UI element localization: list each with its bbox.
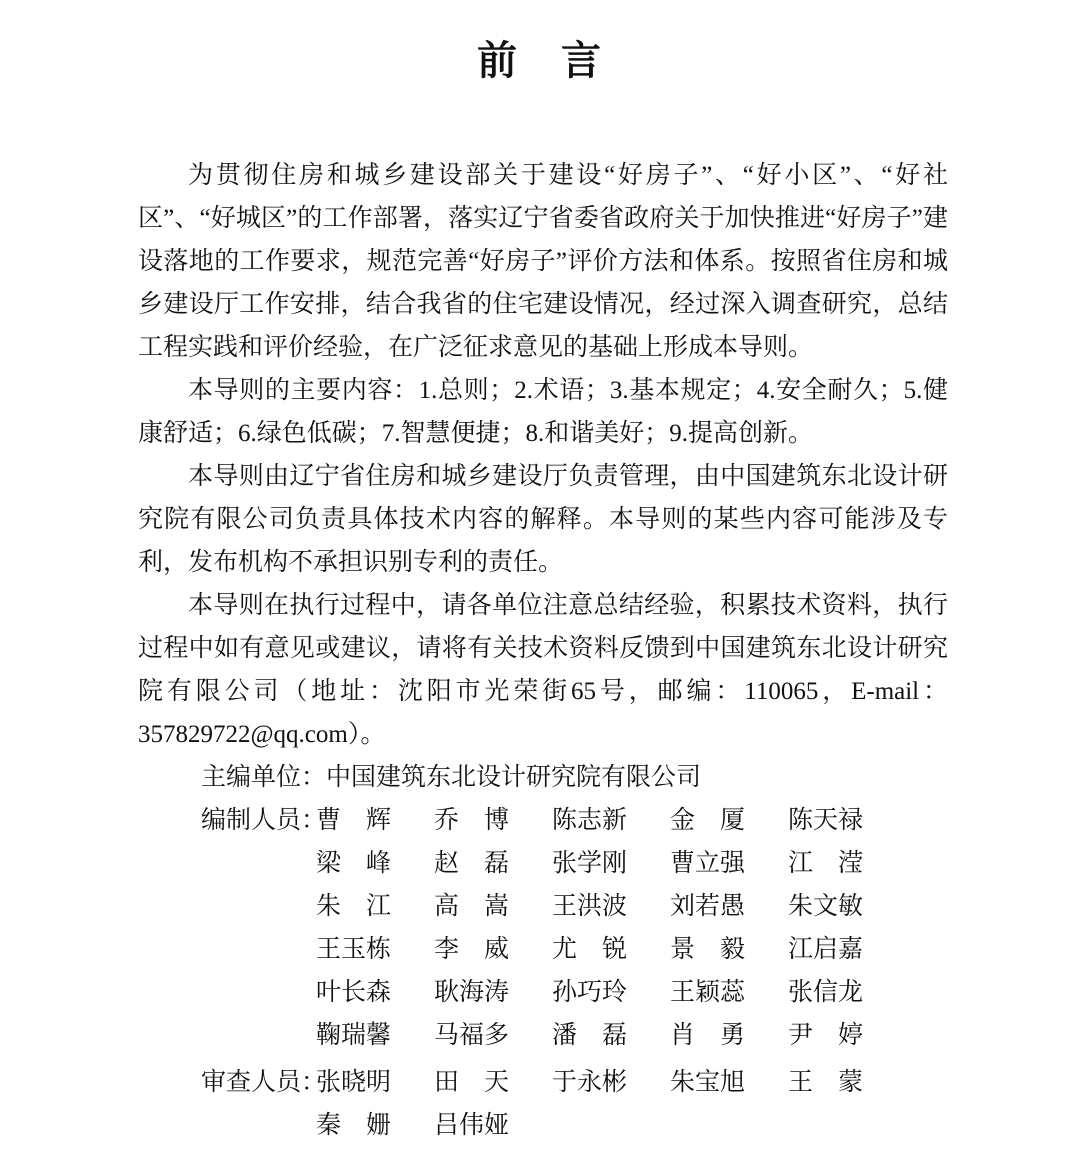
compilers-row	[201, 928, 948, 971]
reviewers-row	[201, 1061, 948, 1104]
compiler-name: 朱 江	[316, 893, 392, 920]
compilers-row	[201, 1014, 948, 1057]
compiler-name: 尤 锐	[552, 936, 628, 963]
compiler-name: 尹 婷	[788, 1022, 864, 1049]
compilers-row	[201, 885, 948, 928]
document-page	[0, 36, 1080, 1159]
paragraph-contents: 本导则的主要内容：1.总则；2.术语；3.基本规定；4.安全耐久；5.健康舒适；6.绿色低碳；7.智慧便捷；8.和谐美好；9.提高创新。	[138, 377, 948, 447]
compiler-name: 江启嘉	[788, 936, 864, 963]
compiler-name: 潘 磊	[552, 1022, 628, 1049]
reviewers-row	[201, 1104, 948, 1147]
reviewer-name: 田 天	[434, 1069, 510, 1096]
compiler-name: 孙巧玲	[552, 979, 628, 1006]
document-body	[138, 154, 948, 1147]
compiler-name: 陈志新	[552, 807, 628, 834]
compiler-name: 刘若愚	[670, 893, 746, 920]
compiler-name: 陈天禄	[788, 807, 864, 834]
compiler-name: 耿海涛	[434, 979, 510, 1006]
chief-editor-value: 中国建筑东北设计研究院有限公司	[326, 764, 702, 791]
reviewer-name: 朱宝旭	[670, 1069, 746, 1096]
compiler-name: 乔 博	[434, 807, 510, 834]
reviewers-label: 审查人员：	[201, 1069, 327, 1096]
compilers-row	[201, 842, 948, 885]
chief-editor-line	[201, 756, 948, 799]
compilers-section	[201, 799, 948, 1057]
paragraph-feedback: 本导则在执行过程中，请各单位注意总结经验，积累技术资料，执行过程中如有意见或建议，请将有关技术资料反馈到中国建筑东北设计研究院有限公司（地址：沈阳市光荣街65号，邮编：110065，E-mail：357829722@qq.com）。	[138, 592, 948, 748]
reviewer-name: 王 蒙	[788, 1069, 864, 1096]
chief-editor-label: 主编单位：	[201, 764, 327, 791]
compiler-name: 王颖蕊	[670, 979, 746, 1006]
compilers-label: 编制人员：	[201, 807, 327, 834]
compiler-name: 张学刚	[552, 850, 628, 877]
compiler-name: 赵 磊	[434, 850, 510, 877]
compiler-name: 王玉栋	[316, 936, 392, 963]
compilers-row	[201, 799, 948, 842]
compilers-row	[201, 971, 948, 1014]
page-title: 前 言	[477, 38, 603, 83]
paragraph-intro: 为贯彻住房和城乡建设部关于建设“好房子”、“好小区”、“好社区”、“好城区”的工作部署，落实辽宁省委省政府关于加快推进“好房子”建设落地的工作要求，规范完善“好房子”评价方法和体系。按照省住房和城乡建设厅工作安排，结合我省的住宅建设情况，经过深入调查研究，总结工程实践和评价经验，在广泛征求意见的基础上形成本导则。	[138, 162, 948, 361]
compiler-name: 李 威	[434, 936, 510, 963]
compiler-name: 王洪波	[552, 893, 628, 920]
compiler-name: 金 厦	[670, 807, 746, 834]
compiler-name: 朱文敏	[788, 893, 864, 920]
reviewer-name: 吕伟娅	[434, 1112, 510, 1139]
reviewer-name: 秦 姗	[316, 1112, 392, 1139]
paragraph-management: 本导则由辽宁省住房和城乡建设厅负责管理，由中国建筑东北设计研究院有限公司负责具体技术内容的解释。本导则的某些内容可能涉及专利，发布机构不承担识别专利的责任。	[138, 463, 948, 576]
reviewers-section	[201, 1061, 948, 1147]
compiler-name: 高 嵩	[434, 893, 510, 920]
compiler-name: 江 滢	[788, 850, 864, 877]
compiler-name: 梁 峰	[316, 850, 392, 877]
compiler-name: 肖 勇	[670, 1022, 746, 1049]
compiler-name: 张信龙	[788, 979, 864, 1006]
compiler-name: 鞠瑞馨	[316, 1022, 392, 1049]
compiler-name: 曹 辉	[316, 807, 392, 834]
compiler-name: 叶长森	[316, 979, 392, 1006]
reviewer-name: 于永彬	[552, 1069, 628, 1096]
compiler-name: 景 毅	[670, 936, 746, 963]
compiler-name: 马福多	[434, 1022, 510, 1049]
compiler-name: 曹立强	[670, 850, 746, 877]
reviewer-name: 张晓明	[316, 1069, 392, 1096]
